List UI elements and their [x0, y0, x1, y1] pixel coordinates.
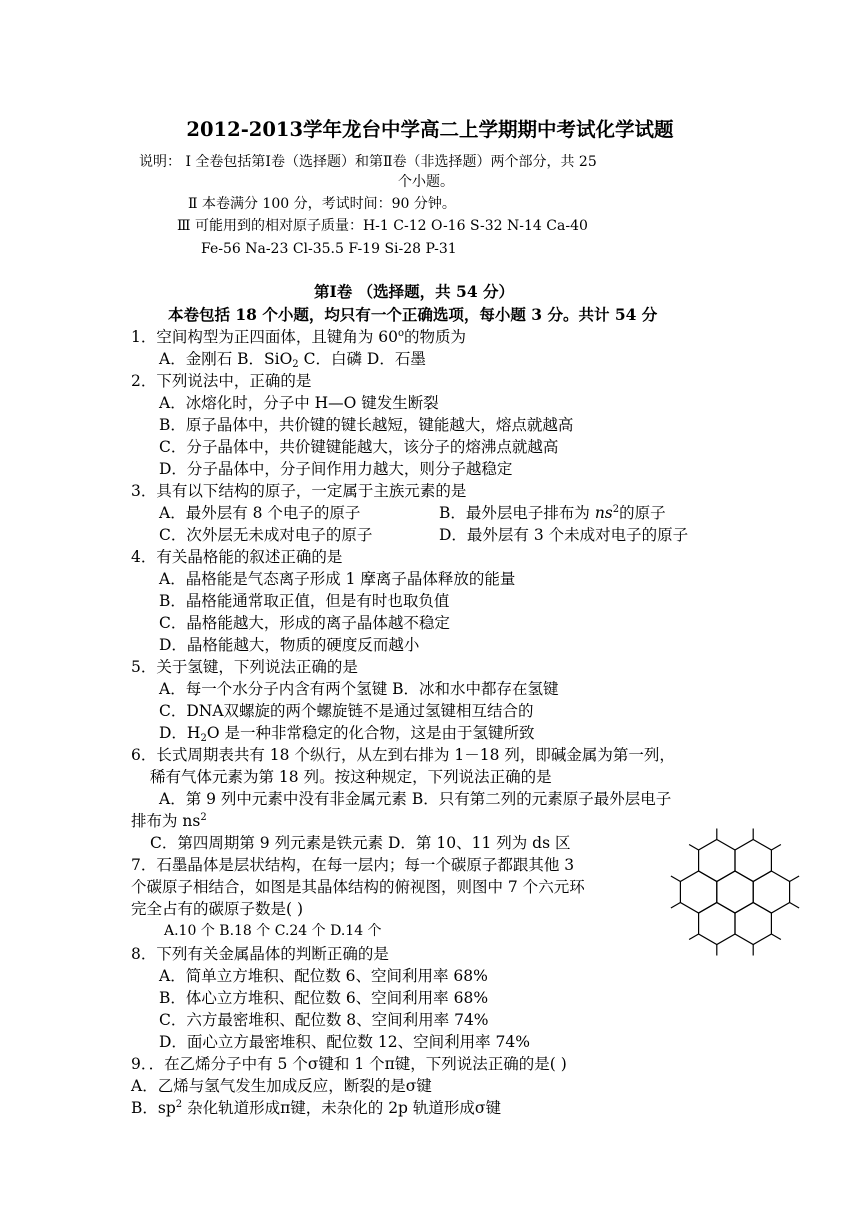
q2-stem: 2．下列说法中，正确的是	[131, 372, 312, 390]
q4-option-a: A．晶格能是气态离子形成 1 摩离子晶体释放的能量	[159, 570, 516, 588]
dangling-bond	[689, 845, 699, 851]
hexagon-ring	[735, 840, 771, 882]
q3-option-c: C．次外层无未成对电子的原子	[159, 526, 373, 544]
q5-options-ab: A．每一个水分子内含有两个氢键 B．冰和水中都存在氢键	[159, 680, 559, 698]
q3-option-a: A．最外层有 8 个电子的原子	[159, 504, 361, 522]
q7-stem-1: 7．石墨晶体是层状结构，在每一层内；每一个碳原子都跟其他 3	[131, 856, 575, 874]
note-line-1: 说明： Ⅰ 全卷包括第Ⅰ卷（选择题）和第Ⅱ卷（非选择题）两个部分，共 25	[139, 154, 597, 170]
q4-stem: 4．有关晶格能的叙述正确的是	[131, 548, 343, 566]
q7-options: A.10 个 B.18 个 C.24 个 D.14 个	[164, 923, 382, 939]
q7-stem-2: 个碳原子相结合，如图是其晶体结构的俯视图，则图中 7 个六元环	[131, 878, 585, 896]
hexagon-ring	[699, 903, 735, 945]
q5-option-d: D．$H_2O$ 是一种非常稳定的化合物，这是由于氢键所致	[159, 724, 535, 744]
dangling-bond	[790, 876, 800, 882]
q8-option-d: D．面心立方最密堆积、配位数 12、空间利用率 74%	[159, 1033, 530, 1051]
note-line-4: Fe-56 Na-23 Cl-35.5 F-19 Si-28 P-31	[201, 241, 457, 257]
hexagon-ring	[717, 871, 753, 913]
note-line-3: Ⅲ 可能用到的相对原子质量：H-1 C-12 O-16 S-32 N-14 Ca-40	[177, 218, 588, 234]
hexagon-ring	[753, 871, 789, 913]
q5-option-c: C．DNA双螺旋的两个螺旋链不是通过氢键相互结合的	[159, 702, 534, 720]
q8-option-b: B．体心立方堆积、配位数 6、空间利用率 68%	[159, 989, 489, 1007]
q3-stem: 3．具有以下结构的原子，一定属于主族元素的是	[131, 482, 467, 500]
q4-option-d: D．晶格能越大，物质的硬度反而越小	[159, 636, 420, 654]
q6-stem-1: 6．长式周期表共有 18 个纵行，从左到右排为 1－18 列，即碱金属为第一列，	[131, 746, 675, 764]
q5-stem: 5．关于氢键，下列说法正确的是	[131, 658, 358, 676]
dangling-bond	[771, 934, 781, 940]
q9-option-b: B．$sp^2$ 杂化轨道形成π键，未杂化的 2p 轨道形成σ键	[131, 1099, 501, 1117]
q2-option-c: C．分子晶体中，共价键键能越大，该分子的熔沸点就越高	[159, 438, 559, 456]
q8-stem: 8．下列有关金属晶体的判断正确的是	[131, 945, 389, 963]
note-line-1-cont: 个小题。	[398, 174, 454, 190]
page-title: 2012-2013学年龙台中学高二上学期期中考试化学试题	[186, 118, 674, 141]
dangling-bond	[689, 934, 699, 940]
q7-stem-3: 完全占有的碳原子数是( )	[131, 900, 304, 918]
hexagon-ring	[735, 903, 771, 945]
hexagon-ring	[680, 871, 716, 913]
q1-stem: 1．空间构型为正四面体，且键角为 60$^o$的物质为	[131, 328, 467, 346]
section-instruction: 本卷包括 18 个小题，均只有一个正确选项，每小题 3 分。共计 54 分	[168, 305, 658, 324]
dangling-bond	[790, 903, 800, 909]
hexagon-rings	[671, 829, 799, 956]
dangling-bond	[671, 903, 681, 909]
q6-options-ab-cont: 排布为 $ns^2$	[131, 812, 207, 830]
q2-option-d: D．分子晶体中，分子间作用力越大，则分子越稳定	[159, 460, 513, 478]
note-line-2: Ⅱ 本卷满分 100 分，考试时间：90 分钟。	[188, 196, 456, 212]
q1-options: A．金刚石 B．SiO$_2$ C．白磷 D．石墨	[159, 350, 426, 370]
q8-option-a: A．简单立方堆积、配位数 6、空间利用率 68%	[159, 967, 488, 985]
q6-stem-2: 稀有气体元素为第 18 列。按这种规定，下列说法正确的是	[150, 768, 552, 786]
q9-option-a: A．乙烯与氢气发生加成反应，断裂的是σ键	[131, 1077, 432, 1095]
section-heading: 第Ⅰ卷 （选择题，共 54 分）	[314, 282, 515, 301]
dangling-bond	[771, 845, 781, 851]
graphite-structure-diagram	[640, 826, 830, 958]
q3-option-d: D．最外层有 3 个未成对电子的原子	[439, 526, 689, 544]
dangling-bond	[671, 876, 681, 882]
q2-option-a: A．冰熔化时，分子中 H—O 键发生断裂	[159, 394, 439, 412]
q4-option-b: B．晶格能通常取正值，但是有时也取负值	[159, 592, 450, 610]
q8-option-c: C．六方最密堆积、配位数 8、空间利用率 74%	[159, 1011, 489, 1029]
hexagon-ring	[699, 840, 735, 882]
q9-stem: 9．．在乙烯分子中有 5 个σ键和 1 个π键，下列说法正确的是( )	[131, 1055, 567, 1073]
q2-option-b: B．原子晶体中，共价键的键长越短，键能越大，熔点就越高	[159, 416, 574, 434]
q6-options-ab: A．第 9 列中元素中没有非金属元素 B．只有第二列的元素原子最外层电子	[159, 790, 672, 808]
q4-option-c: C．晶格能越大，形成的离子晶体越不稳定	[159, 614, 450, 632]
q6-options-cd: C．第四周期第 9 列元素是铁元素 D．第 10、11 列为 ds 区	[150, 834, 571, 852]
q3-option-b: B．最外层电子排布为 $ns^2$的原子	[439, 504, 666, 522]
